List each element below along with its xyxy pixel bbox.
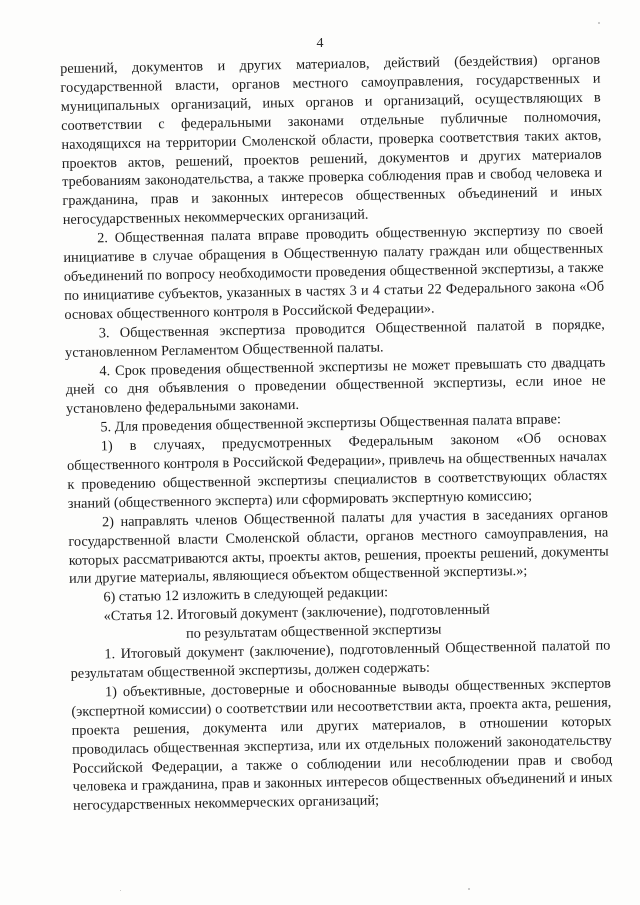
paragraph-continuation: решений, документов и других материалов, действий (бездействия) органов государственной власти, органов местного самоуправления, государственных и муниципальных организаций, иных органов и организаций, осуществляющих в соответствии с федеральными законами отдельные публичные полномочия, находящихся на территории Смоленской области, проверка соответствия таких актов, проектов актов, решений, проектов решений, документов и других материалов требованиям законодательства, а также проверка соблюдения прав и свобод человека и гражданина, прав и законных интересов общественных объединений и иных негосударственных некоммерческих организаций. bbox=[60, 51, 603, 229]
scan-speck bbox=[120, 890, 121, 891]
document-body bbox=[60, 51, 613, 817]
article-title-line-2: по результатам общественной экспертизы bbox=[185, 621, 442, 643]
paragraph-item-5-1: 1) в случаях, предусмотренных Федеральным законом «Об основах общественного контроля в Российской Федерации», привлечь на общественных началах к проведению общественной экспертизы специалистов в соответствующих областях знаний (общественного эксперта) или сформировать экспертную комиссию; bbox=[66, 429, 608, 512]
scan-speck bbox=[468, 888, 470, 890]
page-number: 4 bbox=[316, 36, 324, 51]
paragraph-item-4: 4. Срок проведения общественной экспертизы не может превышать сто двадцать дней со дня объявления о проведении общественной экспертизы, если иное не установлено федеральными законами. bbox=[65, 354, 606, 418]
paragraph-item-2: 2. Общественная палата вправе проводить общественную экспертизу по своей инициативе в случае обращения в Общественную палату граждан или общественных объединений по вопросу необходимости проведения общественной экспертизы, а также по инициативе субъектов, указанных в частях 3 и 4 статьи 22 Федерального закона «Об основах общественного контроля в Российской Федерации». bbox=[63, 221, 605, 323]
paragraph-item-3: 3. Общественная экспертиза проводится Общественной палатой в порядке, установленном Регламентом Общественной палаты. bbox=[64, 316, 605, 361]
paragraph-item-5-2: 2) направлять членов Общественной палаты для участия в заседаниях органов государственной власти Смоленской области, органов местного самоуправления, на которых рассматриваются акты, проекты актов, решения, проекты решений, документы или другие материалы, являющиеся объектом общественной экспертизы.»; bbox=[68, 505, 609, 588]
paragraph-item-6: 6) статью 12 изложить в следующей редакции: bbox=[103, 584, 389, 606]
paragraph-item-5: 5. Для проведения общественной экспертизы Общественная палата вправе: bbox=[100, 411, 562, 436]
article-title-line-1: «Статья 12. Итоговый документ (заключение), подготовленный bbox=[103, 601, 490, 625]
scan-speck bbox=[598, 22, 600, 24]
article-paragraph-1: 1. Итоговый документ (заключение), подготовленный Общественной палатой по результатам общественной экспертизы, должен содержать: bbox=[70, 637, 611, 682]
article-paragraph-1-1: 1) объективные, достоверные и обоснованные выводы общественных экспертов (экспертной комиссии) о соответствии или несоответствии акта, проекта акта, решения, проекта решения, документа или других материалов, в отношении которых проводилась общественная экспертиза, или их отдельных положений законодательству Российской Федерации, а также о соблюдении или несоблюдении прав и свобод человека и гражданина, прав и законных интересов общественных объединений и иных негосударственных некоммерческих организаций; bbox=[71, 675, 613, 815]
